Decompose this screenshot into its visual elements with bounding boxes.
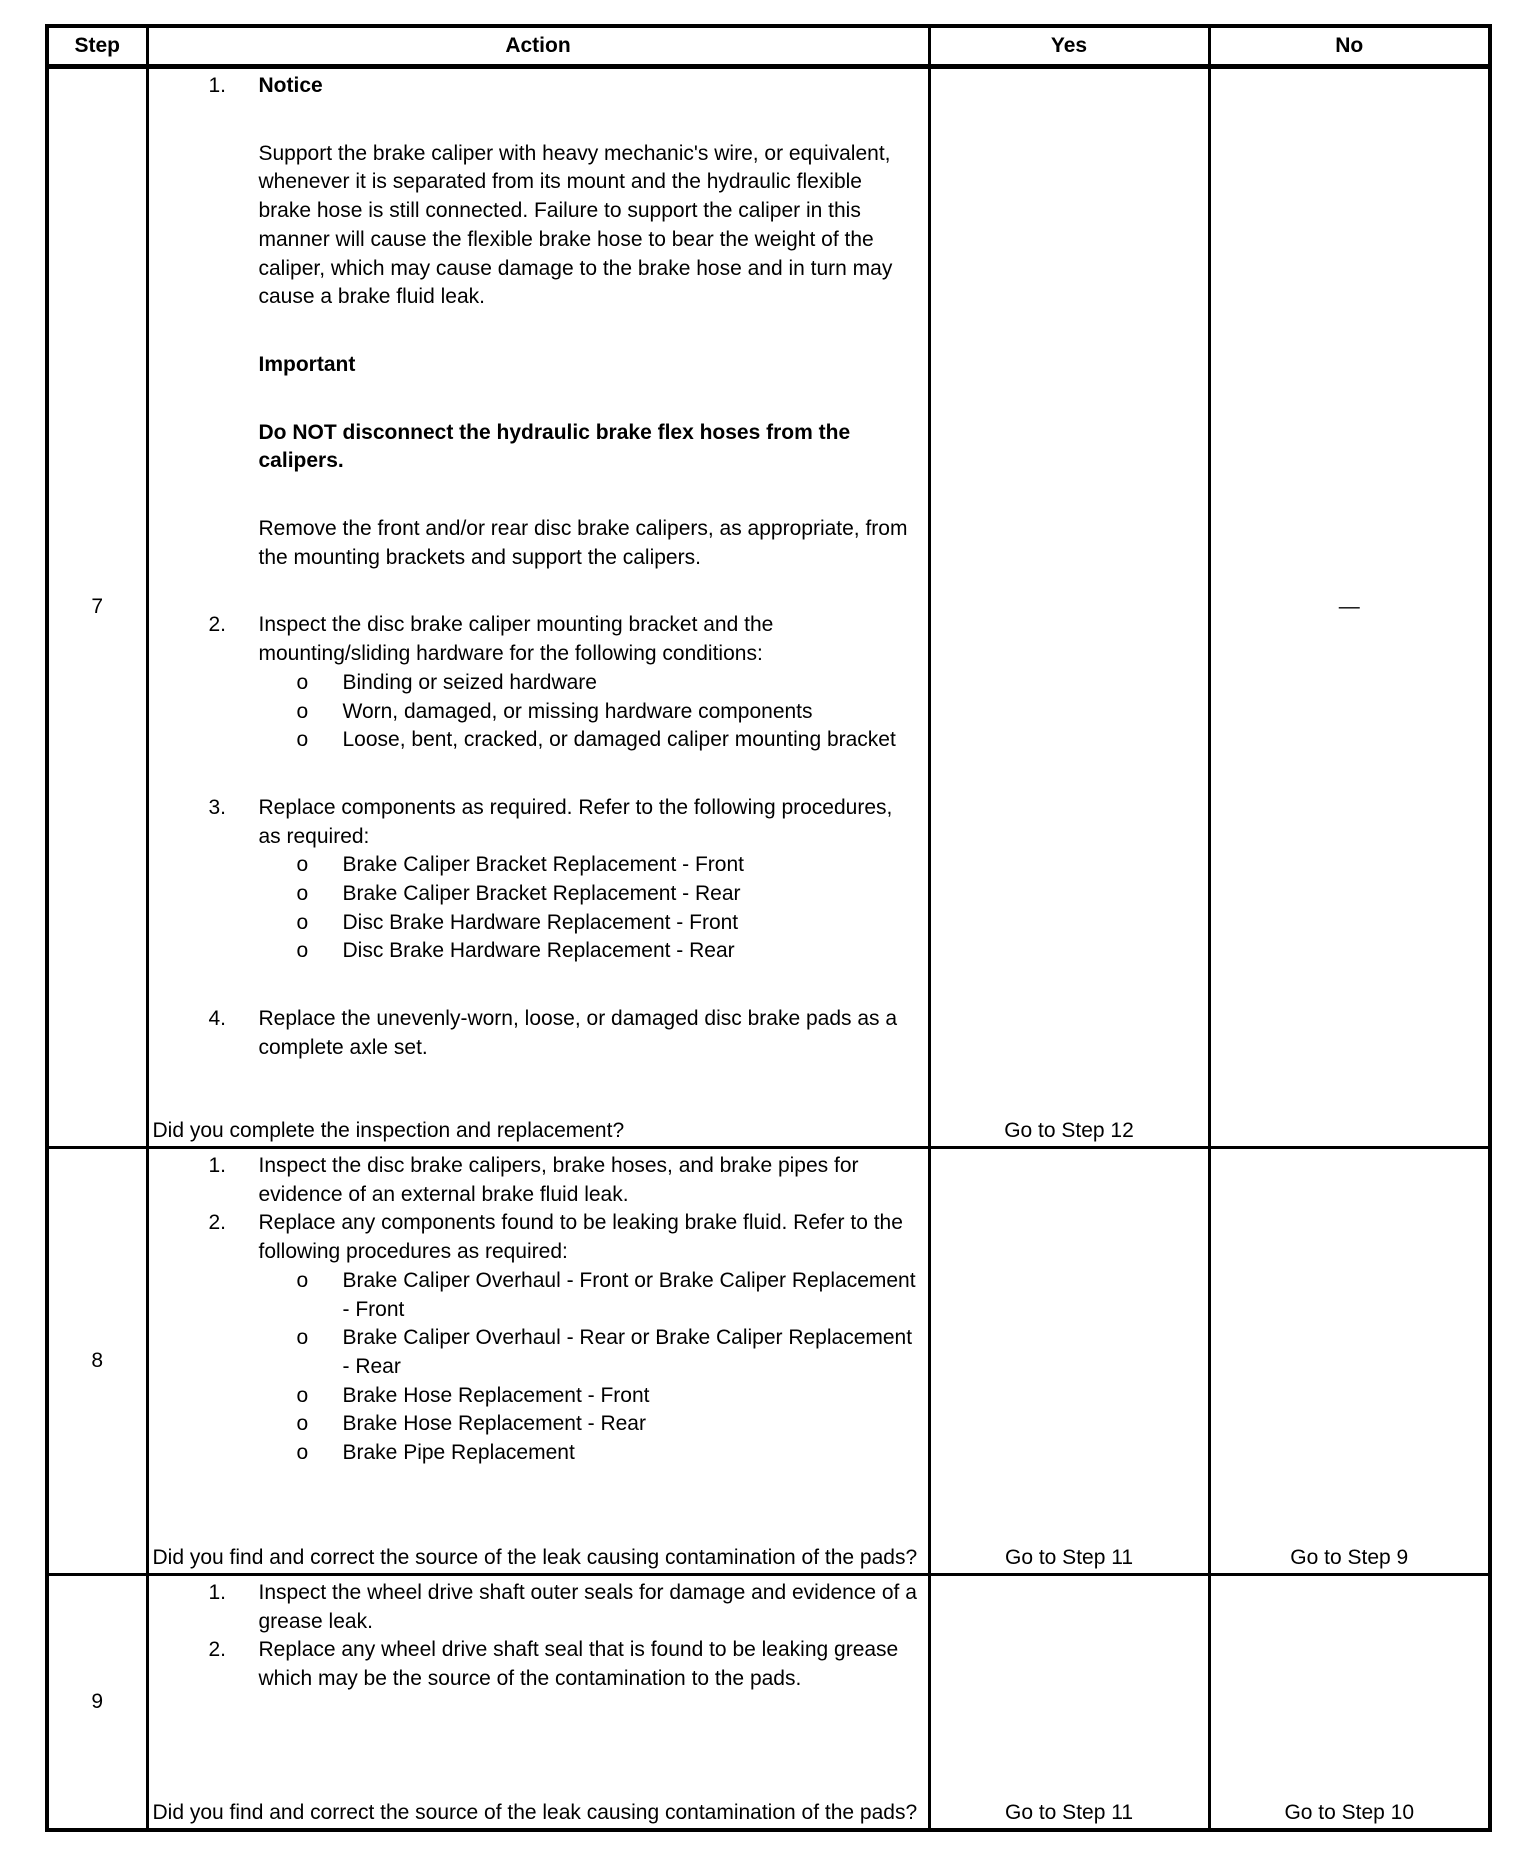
step-number: 7 [47, 67, 147, 1148]
action-item [153, 1209, 924, 1266]
bullet-item [153, 937, 924, 966]
bullet-item [153, 880, 924, 909]
bullet-item [153, 1382, 924, 1411]
action-cell [147, 1575, 929, 1831]
bullet-text: Brake Pipe Replacement [342, 1441, 575, 1465]
bullet-text: Disc Brake Hardware Replacement - Rear [342, 939, 735, 963]
bullet-text: Brake Caliper Bracket Replacement - Front [342, 853, 744, 877]
step-row [47, 1575, 1490, 1831]
header-step: Step [47, 26, 147, 67]
bullet-icon: o [296, 1383, 309, 1407]
item-text: Inspect the disc brake calipers, brake hoses, and brake pipes for evidence of an external brake fluid leak. [258, 1154, 859, 1206]
bullet-text: Loose, bent, cracked, or damaged caliper mounting bracket [342, 728, 896, 752]
bullet-icon: o [296, 853, 309, 877]
item-text: Support the brake caliper with heavy mechanic's wire, or equivalent, whenever it is separated from its mount and the hydraulic flexible brake hose is still connected. Failure to support the caliper in this manner will cause the flexible brake hose to bear the weight of the caliper, which may cause damage to the brake hose and in turn may cause a brake fluid leak. [258, 141, 893, 309]
item-text: Inspect the wheel drive shaft outer seals for damage and evidence of a grease leak. [258, 1581, 917, 1633]
no-cell [1209, 67, 1490, 1148]
action-cell [147, 67, 929, 1148]
yes-link[interactable]: Go to Step 11 [1004, 1546, 1134, 1570]
no-link[interactable]: Go to Step 9 [1290, 1546, 1409, 1570]
no-link: — [1338, 595, 1360, 619]
question-text: Did you find and correct the source of the leak causing contamination of the pads? [152, 1801, 918, 1825]
item-number: 2. [208, 613, 227, 637]
header-row [47, 26, 1490, 67]
item-text: Replace components as required. Refer to the following procedures, as required: [258, 795, 893, 848]
item-text: Replace the unevenly-worn, loose, or damaged disc brake pads as a complete axle set. [258, 1007, 898, 1059]
bullet-text: Binding or seized hardware [342, 670, 597, 694]
step-number: 9 [47, 1575, 147, 1831]
question-text: Did you find and correct the source of the leak causing contamination of the pads? [152, 1546, 918, 1570]
question-text: Did you complete the inspection and replacement? [152, 1119, 625, 1143]
action-item [153, 1005, 924, 1062]
bullet-icon: o [296, 882, 309, 906]
action-item [153, 1152, 924, 1209]
bullet-icon: o [296, 699, 309, 723]
bullet-item [153, 909, 924, 938]
bullet-icon: o [296, 670, 309, 694]
header-no: No [1209, 26, 1490, 67]
bullet-icon: o [296, 910, 309, 934]
bullet-text: Disc Brake Hardware Replacement - Front [342, 910, 739, 934]
step-number: 8 [47, 1148, 147, 1575]
action-item [153, 1636, 924, 1693]
item-text: Inspect the disc brake caliper mounting bracket and the mounting/sliding hardware for the following conditions: [258, 613, 774, 666]
action-item [153, 1579, 924, 1636]
bullet-text: Worn, damaged, or missing hardware components [342, 699, 813, 723]
bullet-item [153, 1324, 924, 1381]
bullet-item [153, 851, 924, 880]
bullet-icon: o [296, 939, 309, 963]
bullet-icon: o [296, 1412, 309, 1436]
yes-link[interactable]: Go to Step 11 [1004, 1801, 1134, 1825]
bullet-text: Brake Caliper Bracket Replacement - Rear [342, 882, 741, 906]
item-heading: Notice [258, 74, 323, 97]
action-item [153, 72, 924, 572]
bullet-text: Brake Hose Replacement - Front [342, 1383, 650, 1407]
action-cell [147, 1148, 929, 1575]
item-text: Remove the front and/or rear disc brake calipers, as appropriate, from the mounting brackets and support the calipers. [258, 517, 908, 569]
bullet-icon: o [296, 1268, 309, 1292]
bullet-text: Brake Hose Replacement - Rear [342, 1412, 646, 1436]
no-link[interactable]: Go to Step 10 [1284, 1801, 1415, 1825]
no-cell [1209, 1575, 1490, 1831]
bullet-item [153, 1410, 924, 1439]
item-number: 2. [208, 1211, 227, 1235]
no-cell [1209, 1148, 1490, 1575]
bullet-icon: o [296, 728, 309, 752]
item-heading: Important [258, 352, 356, 376]
bullet-item [153, 669, 924, 698]
item-heading: Do NOT disconnect the hydraulic brake flex hoses from the calipers. [258, 420, 851, 473]
item-number: 4. [208, 1007, 227, 1031]
yes-link[interactable]: Go to Step 12 [1004, 1119, 1134, 1143]
bullet-icon: o [296, 1326, 309, 1350]
item-number: 1. [208, 74, 227, 97]
bullet-text: Brake Caliper Overhaul - Rear or Brake Caliper Replacement - Rear [342, 1326, 913, 1378]
diagnostic-table [45, 24, 1492, 1832]
yes-cell [929, 67, 1209, 1148]
item-text: Replace any wheel drive shaft seal that is found to be leaking grease which may be the source of the contamination to the pads. [258, 1638, 899, 1691]
yes-cell [929, 1575, 1209, 1831]
header-action: Action [147, 26, 929, 67]
item-number: 2. [208, 1638, 227, 1662]
step-row [47, 1148, 1490, 1575]
action-item [153, 794, 924, 851]
item-number: 1. [208, 1581, 227, 1604]
header-yes: Yes [929, 26, 1209, 67]
yes-cell [929, 1148, 1209, 1575]
bullet-item [153, 1267, 924, 1324]
action-item [153, 611, 924, 668]
bullet-text: Brake Caliper Overhaul - Front or Brake Caliper Replacement - Front [342, 1268, 916, 1321]
bullet-item [153, 726, 924, 755]
bullet-icon: o [296, 1441, 309, 1465]
item-number: 3. [208, 795, 227, 819]
bullet-item [153, 1439, 924, 1468]
item-text: Replace any components found to be leaking brake fluid. Refer to the following procedures as required: [258, 1211, 903, 1264]
item-number: 1. [208, 1154, 227, 1177]
step-row [47, 67, 1490, 1148]
bullet-item [153, 698, 924, 727]
